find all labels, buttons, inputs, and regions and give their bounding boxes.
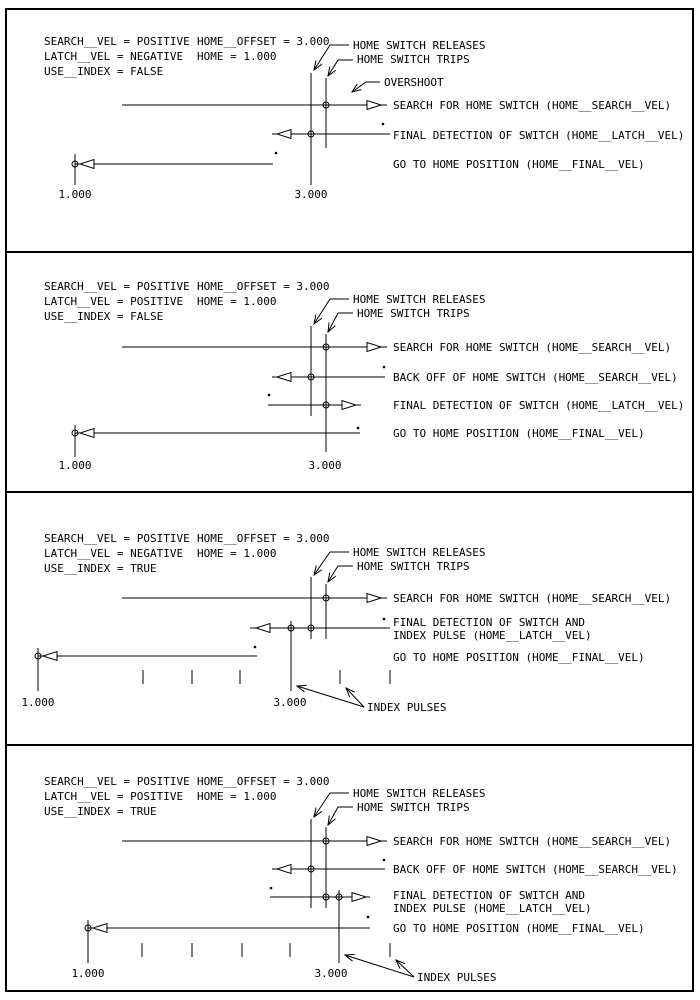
axis-label-home: 1.000 — [58, 459, 92, 472]
param-home-offset: HOME__OFFSET = 3.000 — [197, 532, 330, 545]
diagram-frame — [5, 8, 694, 992]
param-latch-vel: LATCH__VEL = NEGATIVE — [44, 50, 184, 63]
step-label-latch-line2: INDEX PULSE (HOME__LATCH__VEL) — [393, 902, 592, 915]
panel-1-move-final — [72, 154, 645, 185]
param-latch-vel: LATCH__VEL = POSITIVE — [44, 295, 184, 308]
panel-4-move-latch — [270, 889, 592, 915]
step-label-latch: FINAL DETECTION OF SWITCH (HOME__LATCH__VEL) — [393, 399, 685, 412]
panel-4-diagram — [7, 746, 692, 990]
axis-label-home: 1.000 — [21, 696, 55, 709]
position-mark — [270, 887, 273, 890]
panel-2-move-search — [122, 341, 671, 354]
step-label-search: SEARCH FOR HOME SWITCH (HOME__SEARCH__VEL) — [393, 99, 672, 112]
panel-1-callouts — [314, 39, 485, 92]
axis-label-home: 1.000 — [58, 188, 92, 201]
callout-home-switch-trips: HOME SWITCH TRIPS — [357, 801, 470, 814]
panel-4-move-final — [85, 920, 645, 963]
callout-home-switch-trips: HOME SWITCH TRIPS — [357, 53, 470, 66]
panel-3-params — [44, 532, 329, 575]
panel-3 — [7, 493, 692, 746]
axis-label-offset: 3.000 — [314, 967, 348, 980]
step-label-backoff: BACK OFF OF HOME SWITCH (HOME__SEARCH__VEL) — [393, 371, 678, 384]
param-search-vel: SEARCH__VEL = POSITIVE — [44, 35, 190, 48]
position-mark — [275, 152, 278, 155]
panel-4 — [7, 746, 692, 990]
callout-home-switch-releases: HOME SWITCH RELEASES — [353, 787, 486, 800]
position-mark — [254, 646, 257, 649]
step-label-latch-line1: FINAL DETECTION OF SWITCH AND — [393, 616, 586, 629]
position-mark — [383, 366, 386, 369]
axis-label-offset: 3.000 — [273, 696, 307, 709]
callout-home-switch-trips: HOME SWITCH TRIPS — [357, 307, 470, 320]
panel-2-move-final — [72, 425, 645, 457]
panel-2-params — [44, 280, 329, 323]
panel-1-switch-lines — [311, 73, 326, 185]
position-mark — [367, 916, 370, 919]
step-label-final: GO TO HOME POSITION (HOME__FINAL__VEL) — [393, 651, 645, 664]
step-label-backoff: BACK OFF OF HOME SWITCH (HOME__SEARCH__VEL) — [393, 863, 678, 876]
panel-4-move-search — [122, 835, 671, 848]
position-mark — [383, 859, 386, 862]
position-mark — [382, 123, 385, 126]
callout-home-switch-releases: HOME SWITCH RELEASES — [353, 546, 486, 559]
param-use-index: USE__INDEX = FALSE — [44, 310, 164, 323]
param-home: HOME = 1.000 — [197, 295, 277, 308]
callout-home-switch-releases: HOME SWITCH RELEASES — [353, 293, 486, 306]
panel-4-move-backoff — [272, 863, 678, 876]
panel-1-axis-labels — [58, 188, 327, 201]
panel-3-callouts — [314, 546, 485, 582]
panel-3-move-search — [122, 592, 671, 605]
panel-3-axis-labels — [21, 696, 306, 709]
panel-2-move-latch — [268, 399, 684, 412]
param-home-offset: HOME__OFFSET = 3.000 — [197, 280, 330, 293]
panel-2-callouts — [314, 293, 485, 332]
step-label-latch-line1: FINAL DETECTION OF SWITCH AND — [393, 889, 586, 902]
param-use-index: USE__INDEX = FALSE — [44, 65, 164, 78]
step-label-search: SEARCH FOR HOME SWITCH (HOME__SEARCH__VEL) — [393, 592, 672, 605]
axis-label-offset: 3.000 — [308, 459, 342, 472]
param-home: HOME = 1.000 — [197, 790, 277, 803]
param-latch-vel: LATCH__VEL = NEGATIVE — [44, 547, 184, 560]
panel-4-axis-labels — [71, 967, 347, 980]
param-home: HOME = 1.000 — [197, 547, 277, 560]
position-mark — [357, 427, 360, 430]
param-home-offset: HOME__OFFSET = 3.000 — [197, 35, 330, 48]
callout-overshoot: OVERSHOOT — [384, 76, 444, 89]
param-search-vel: SEARCH__VEL = POSITIVE — [44, 280, 190, 293]
step-label-latch-line2: INDEX PULSE (HOME__LATCH__VEL) — [393, 629, 592, 642]
panel-1-move-latch — [272, 129, 684, 142]
param-home: HOME = 1.000 — [197, 50, 277, 63]
panel-1-move-search — [122, 99, 671, 112]
param-search-vel: SEARCH__VEL = POSITIVE — [44, 775, 190, 788]
position-mark — [268, 394, 271, 397]
step-label-final: GO TO HOME POSITION (HOME__FINAL__VEL) — [393, 427, 645, 440]
param-latch-vel: LATCH__VEL = POSITIVE — [44, 790, 184, 803]
callout-home-switch-releases: HOME SWITCH RELEASES — [353, 39, 486, 52]
panel-1-params — [44, 35, 329, 78]
panel-1-diagram — [7, 10, 692, 251]
step-label-final: GO TO HOME POSITION (HOME__FINAL__VEL) — [393, 158, 645, 171]
panel-3-move-final — [35, 648, 645, 691]
param-search-vel: SEARCH__VEL = POSITIVE — [44, 532, 190, 545]
callout-home-switch-trips: HOME SWITCH TRIPS — [357, 560, 470, 573]
panel-4-params — [44, 775, 329, 818]
panel-2 — [7, 253, 692, 493]
panel-2-diagram — [7, 253, 692, 491]
step-label-search: SEARCH FOR HOME SWITCH (HOME__SEARCH__VEL) — [393, 341, 672, 354]
param-use-index: USE__INDEX = TRUE — [44, 805, 157, 818]
step-label-search: SEARCH FOR HOME SWITCH (HOME__SEARCH__VEL) — [393, 835, 672, 848]
panel-3-move-latch — [250, 616, 592, 642]
axis-label-offset: 3.000 — [294, 188, 328, 201]
callout-index-pulses: INDEX PULSES — [367, 701, 447, 714]
step-label-final: GO TO HOME POSITION (HOME__FINAL__VEL) — [393, 922, 645, 935]
panel-1 — [7, 10, 692, 253]
panel-2-axis-labels — [58, 459, 341, 472]
param-home-offset: HOME__OFFSET = 3.000 — [197, 775, 330, 788]
step-label-latch: FINAL DETECTION OF SWITCH (HOME__LATCH__VEL) — [393, 129, 685, 142]
panel-3-diagram — [7, 493, 692, 744]
position-mark — [383, 618, 386, 621]
panel-4-callouts — [314, 787, 485, 825]
panel-2-move-backoff — [272, 371, 678, 384]
callout-index-pulses: INDEX PULSES — [417, 971, 497, 984]
axis-label-home: 1.000 — [71, 967, 105, 980]
panel-3-switch-lines — [291, 577, 326, 691]
param-use-index: USE__INDEX = TRUE — [44, 562, 157, 575]
